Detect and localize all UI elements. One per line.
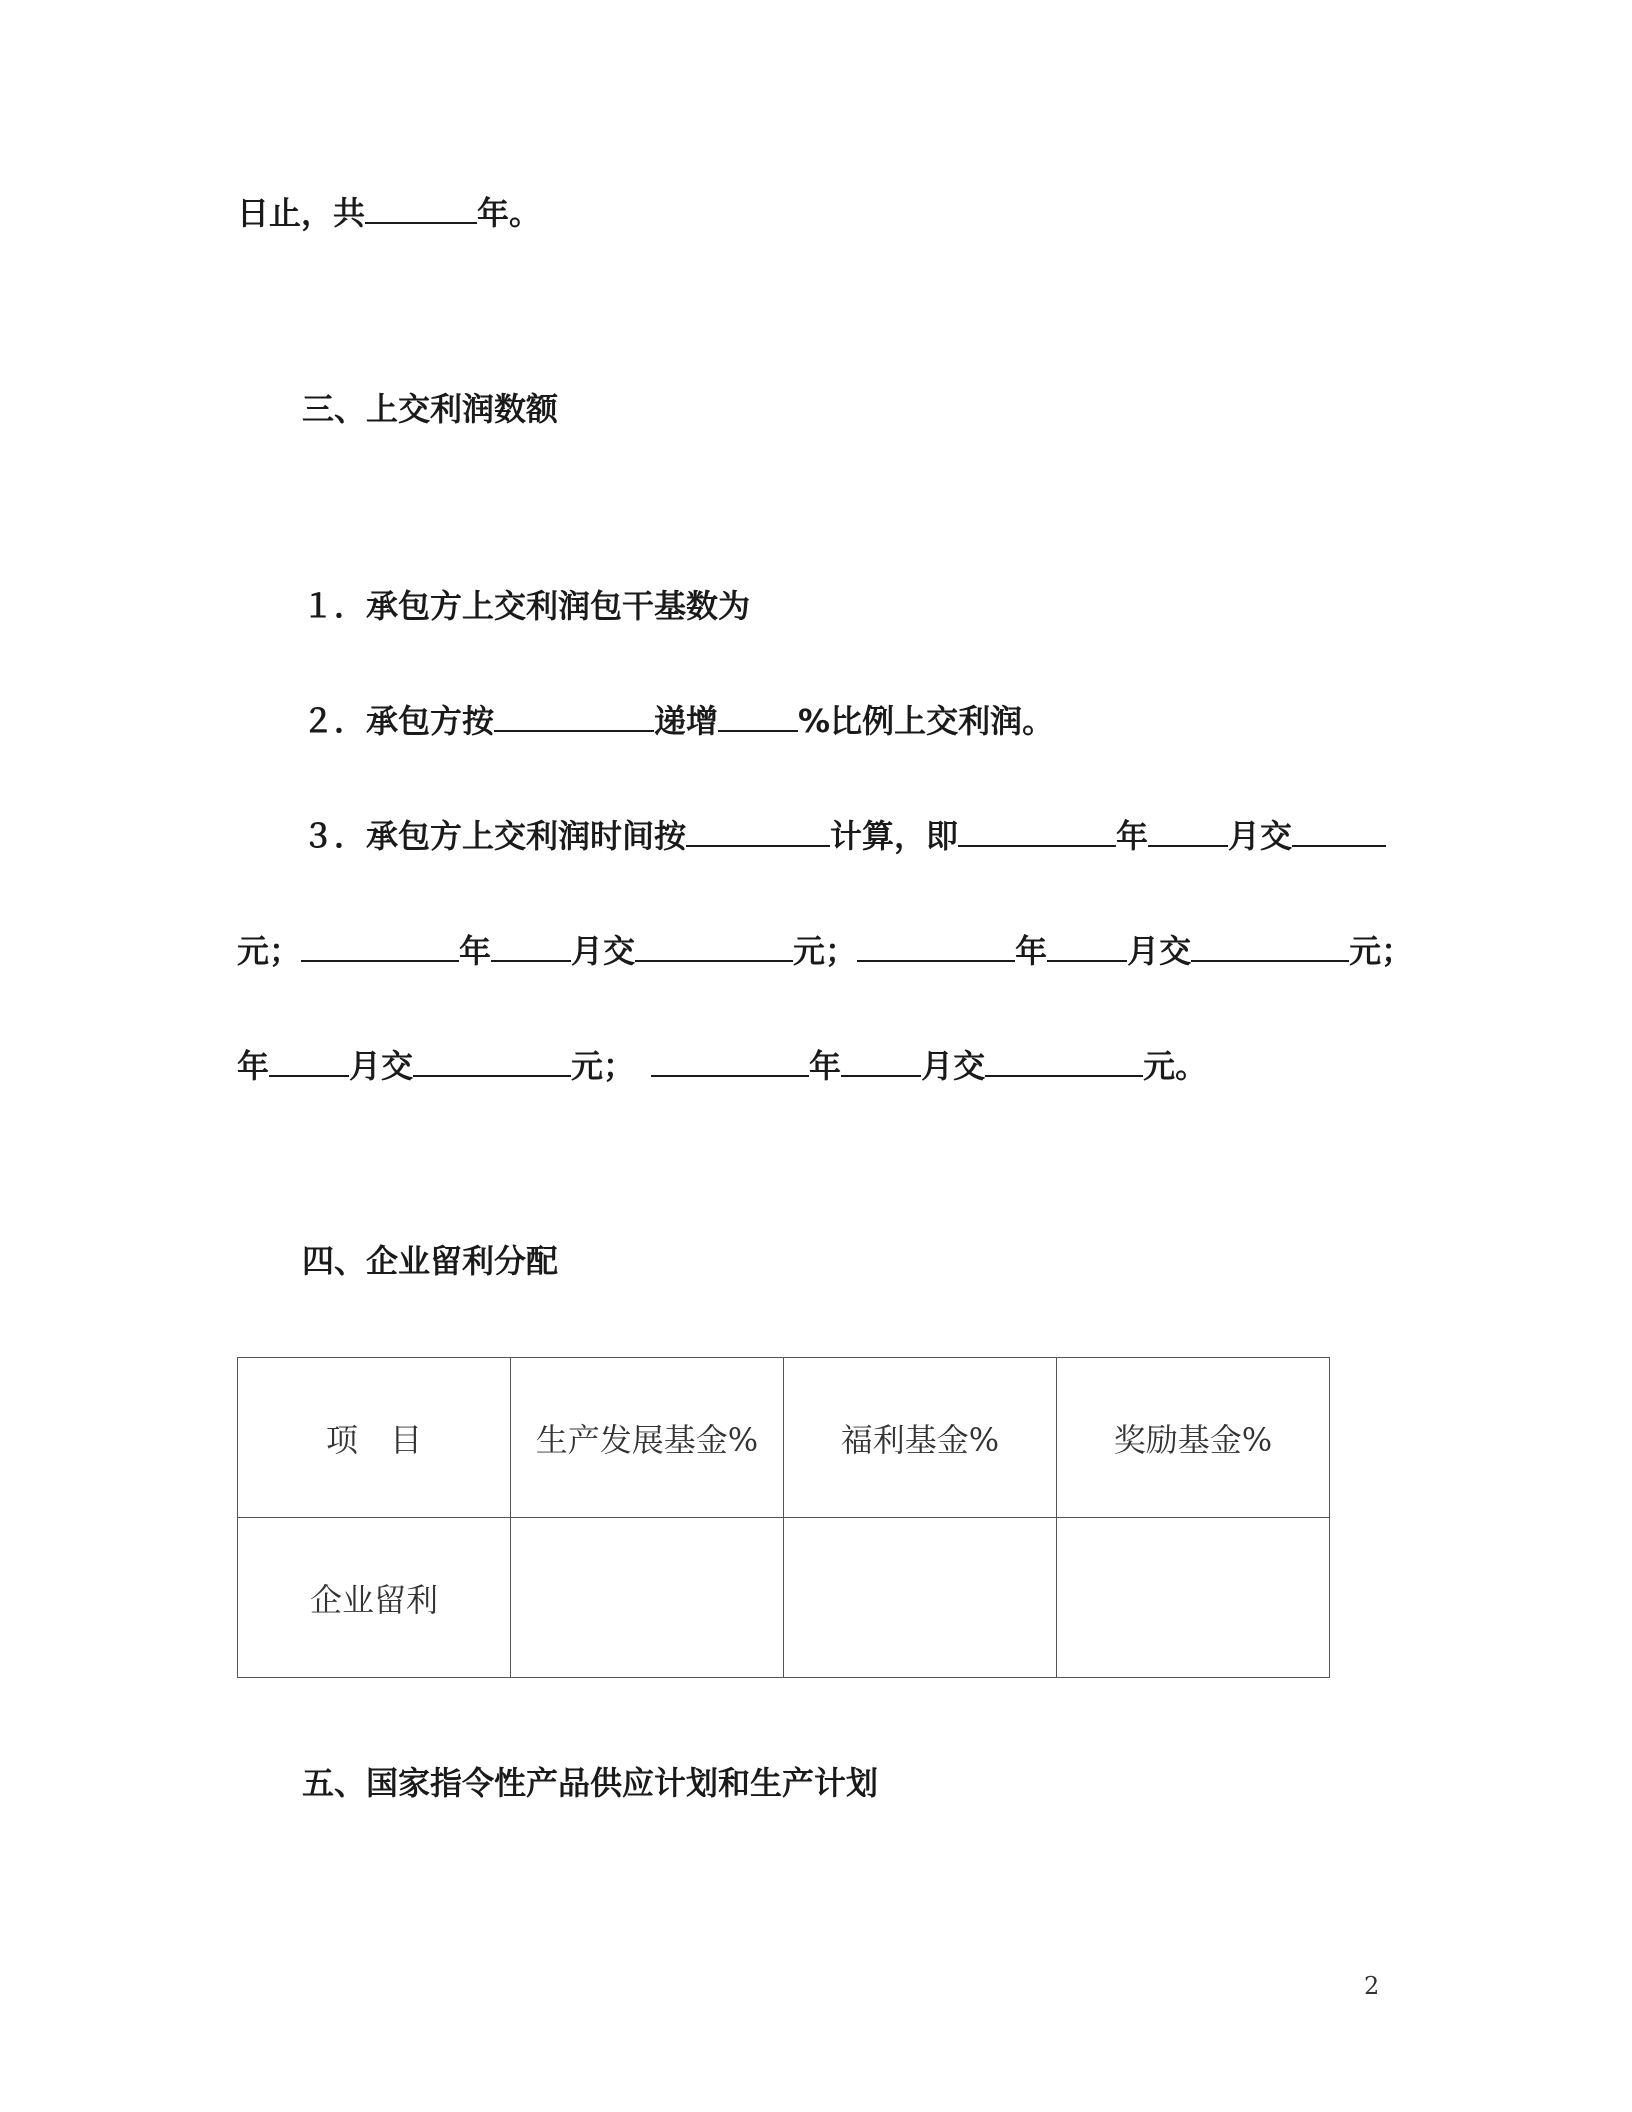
amount-blank-3[interactable] — [1191, 930, 1349, 962]
header-production-fund: 生产发展基金% — [511, 1358, 784, 1518]
section-3-item-2 — [302, 699, 1054, 743]
intro-line — [237, 191, 541, 235]
time-basis-blank[interactable] — [686, 815, 830, 847]
section-3-heading: 三、上交利润数额 — [302, 390, 559, 428]
year-blank-3[interactable] — [857, 930, 1015, 962]
item-3-prefix: ３．承包方上交利润时间按 — [302, 817, 687, 855]
item-3-t1: 计算，即 — [830, 817, 959, 855]
table-row — [238, 1518, 1330, 1678]
amount-blank-2[interactable] — [635, 930, 793, 962]
increase-basis-blank[interactable] — [494, 700, 654, 732]
line-3-f: 元。 — [1143, 1047, 1208, 1085]
line-2-c: 月交 — [571, 932, 636, 970]
item-2-mid: 递增 — [654, 702, 719, 740]
line-3-a: 年 — [237, 1047, 270, 1085]
welfare-fund-cell[interactable] — [784, 1518, 1057, 1678]
header-bonus-fund: 奖励基金% — [1057, 1358, 1330, 1518]
line-2-e: 年 — [1015, 932, 1048, 970]
header-welfare-fund: 福利基金% — [784, 1358, 1057, 1518]
section-4-heading: 四、企业留利分配 — [302, 1242, 559, 1280]
line-3-b: 月交 — [349, 1047, 414, 1085]
section-3-item-1: １．承包方上交利润包干基数为 — [302, 587, 751, 625]
item-2-suffix: %比例上交利润。 — [798, 702, 1055, 740]
item-3-t3: 月交 — [1228, 817, 1293, 855]
line-2-d: 元； — [793, 932, 858, 970]
amount-blank-5[interactable] — [985, 1045, 1143, 1077]
month-blank-1[interactable] — [1148, 815, 1228, 847]
retained-profit-table — [237, 1357, 1330, 1678]
increase-percent-blank[interactable] — [718, 700, 798, 732]
line-2-g: 元； — [1349, 932, 1414, 970]
header-item: 项 目 — [238, 1358, 511, 1518]
month-blank-2[interactable] — [491, 930, 571, 962]
intro-text-a: 日止，共 — [237, 194, 366, 232]
line-3-e: 月交 — [921, 1047, 986, 1085]
section-5-heading: 五、国家指令性产品供应计划和生产计划 — [302, 1764, 879, 1802]
year-blank-1[interactable] — [958, 815, 1116, 847]
month-blank-4[interactable] — [269, 1045, 349, 1077]
section-3-item-3-line-2 — [237, 929, 1413, 973]
page-number: 2 — [1364, 1972, 1380, 2000]
month-blank-5[interactable] — [841, 1045, 921, 1077]
item-2-prefix: ２．承包方按 — [302, 702, 495, 740]
production-fund-cell[interactable] — [511, 1518, 784, 1678]
intro-text-b: 年。 — [477, 194, 542, 232]
amount-blank-1[interactable] — [1292, 815, 1386, 847]
section-3-item-3-line-3 — [237, 1044, 1207, 1088]
line-2-f: 月交 — [1127, 932, 1192, 970]
item-3-t2: 年 — [1116, 817, 1149, 855]
row-label-retained-profit: 企业留利 — [238, 1518, 511, 1678]
years-blank[interactable] — [365, 192, 477, 224]
month-blank-3[interactable] — [1047, 930, 1127, 962]
line-2-a: 元； — [237, 932, 302, 970]
line-3-d: 年 — [809, 1047, 842, 1085]
amount-blank-4[interactable] — [413, 1045, 571, 1077]
line-3-c: 元； — [571, 1047, 636, 1085]
table-header-row — [238, 1358, 1330, 1518]
year-blank-4[interactable] — [651, 1045, 809, 1077]
bonus-fund-cell[interactable] — [1057, 1518, 1330, 1678]
section-3-item-3 — [302, 814, 1386, 858]
year-blank-2[interactable] — [301, 930, 459, 962]
line-2-b: 年 — [459, 932, 492, 970]
